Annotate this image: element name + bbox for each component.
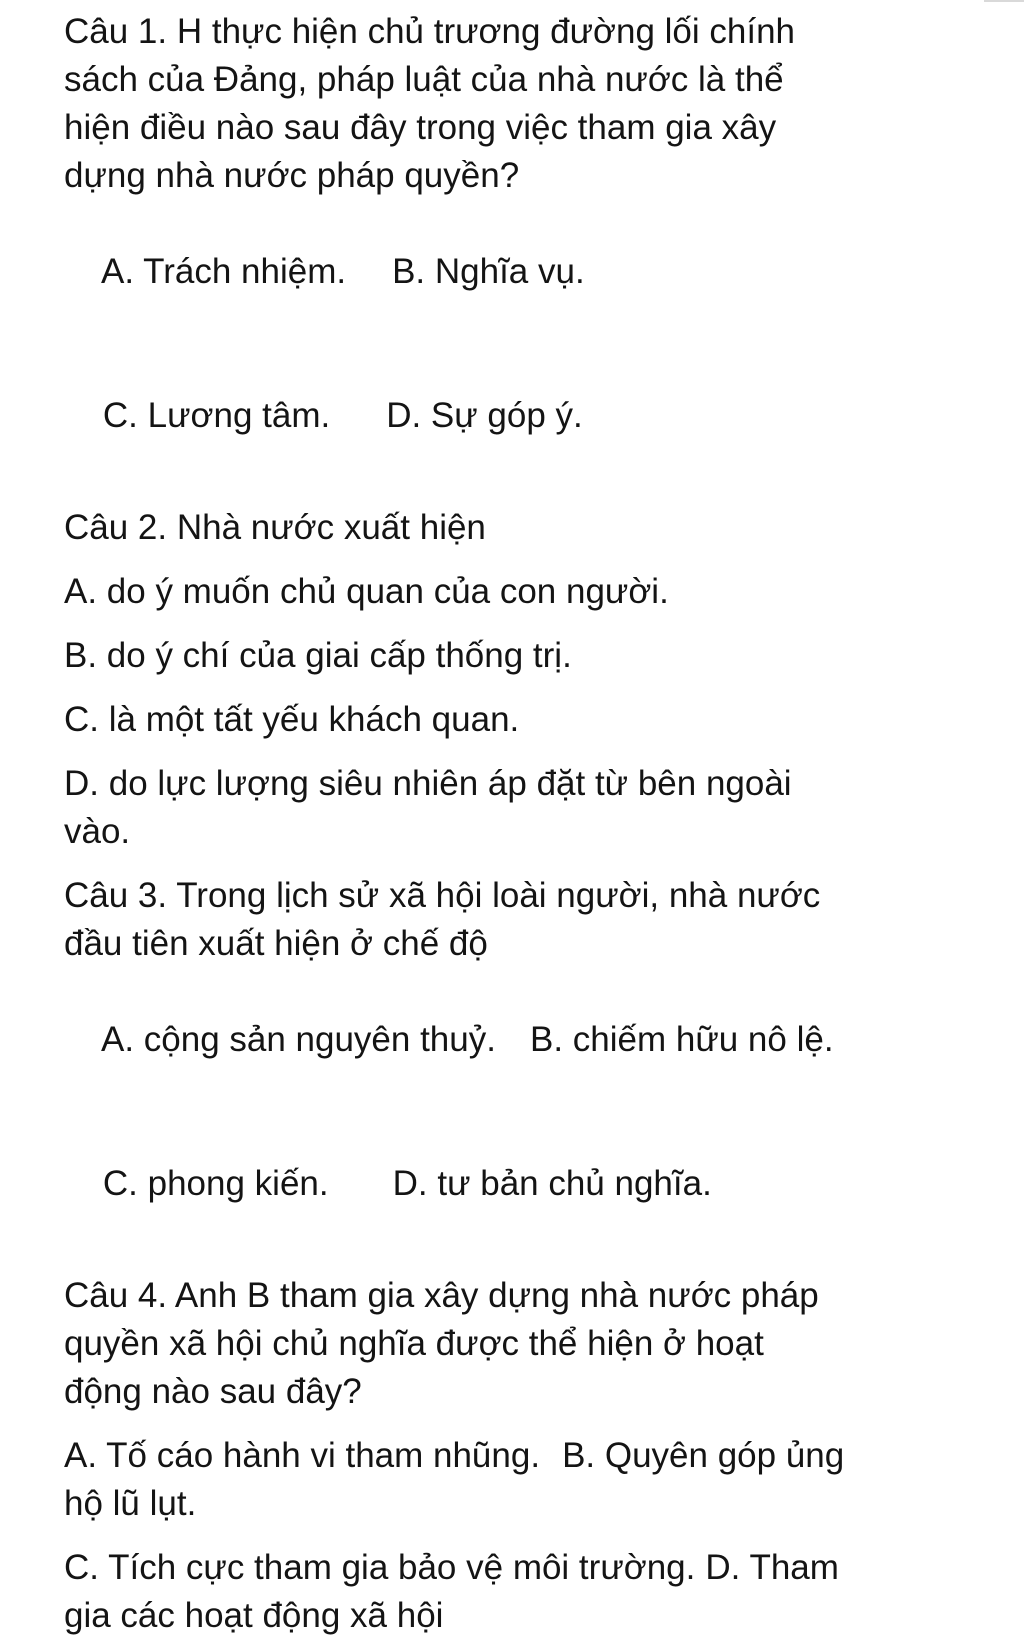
question-4-option-b-part-1: B. Quyên góp ủng bbox=[562, 1436, 845, 1475]
question-4-options-ab bbox=[64, 1432, 964, 1528]
question-1-line-1: Câu 1. H thực hiện chủ trương đường lối chính bbox=[64, 12, 796, 51]
question-4-line-3: động nào sau đây? bbox=[64, 1372, 362, 1411]
question-4-option-b-part-2: hộ lũ lụt. bbox=[64, 1484, 197, 1523]
question-4-options-ab-line-1 bbox=[64, 1432, 964, 1480]
question-4-line-2: quyền xã hội chủ nghĩa được thể hiện ở hoạt bbox=[64, 1324, 764, 1363]
question-3-line-1: Câu 3. Trong lịch sử xã hội loài người, nhà nước bbox=[64, 876, 821, 915]
question-3-line-2: đầu tiên xuất hiện ở chế độ bbox=[64, 924, 488, 963]
question-4-option-d-part-1: D. Tham bbox=[705, 1548, 839, 1587]
question-2-option-b: B. do ý chí của giai cấp thống trị. bbox=[64, 636, 572, 675]
question-1-option-b: B. Nghĩa vụ. bbox=[392, 252, 585, 291]
question-2-line-1: Câu 2. Nhà nước xuất hiện bbox=[64, 508, 486, 547]
question-1-option-a: A. Trách nhiệm. bbox=[100, 252, 347, 291]
question-1 bbox=[64, 8, 964, 200]
question-1-line-4: dựng nhà nước pháp quyền? bbox=[64, 156, 520, 195]
question-3-option-b: B. chiếm hữu nô lệ. bbox=[529, 1020, 834, 1059]
question-4-option-d-part-2: gia các hoạt động xã hội bbox=[64, 1596, 444, 1635]
question-1-options-row-1 bbox=[64, 200, 964, 344]
question-4-option-a: A. Tố cáo hành vi tham nhũng. bbox=[64, 1436, 541, 1475]
question-3-option-d: D. tư bản chủ nghĩa. bbox=[392, 1164, 712, 1203]
quiz-document bbox=[64, 8, 964, 1640]
question-2-option-d-line-1: D. do lực lượng siêu nhiên áp đặt từ bên ngoài bbox=[64, 764, 792, 803]
question-4-options-cd bbox=[64, 1544, 964, 1640]
question-3-option-c: C. phong kiến. bbox=[102, 1164, 329, 1203]
question-2-option-d-line-2: vào. bbox=[64, 812, 131, 851]
question-2-option-a: A. do ý muốn chủ quan của con người. bbox=[64, 572, 669, 611]
question-1-options-row-2 bbox=[64, 344, 964, 488]
question-3 bbox=[64, 872, 964, 968]
question-2-option-d bbox=[64, 760, 964, 856]
top-edge-rule bbox=[984, 0, 1024, 2]
question-2-option-c: C. là một tất yếu khách quan. bbox=[64, 700, 520, 739]
question-2 bbox=[64, 504, 964, 552]
question-1-line-2: sách của Đảng, pháp luật của nhà nước là thể bbox=[64, 60, 784, 99]
question-4-line-1: Câu 4. Anh B tham gia xây dựng nhà nước pháp bbox=[64, 1276, 819, 1315]
question-1-option-c: C. Lương tâm. bbox=[102, 396, 331, 435]
question-4 bbox=[64, 1272, 964, 1416]
question-3-options-row-1 bbox=[64, 968, 964, 1112]
question-4-options-cd-line-1 bbox=[64, 1544, 964, 1592]
question-1-option-d: D. Sự góp ý. bbox=[386, 396, 583, 435]
question-3-options-row-2 bbox=[64, 1112, 964, 1256]
question-1-line-3: hiện điều nào sau đây trong việc tham gia xây bbox=[64, 108, 777, 147]
question-3-option-a: A. cộng sản nguyên thuỷ. bbox=[100, 1020, 496, 1059]
question-4-option-c: C. Tích cực tham gia bảo vệ môi trường. bbox=[64, 1548, 696, 1587]
